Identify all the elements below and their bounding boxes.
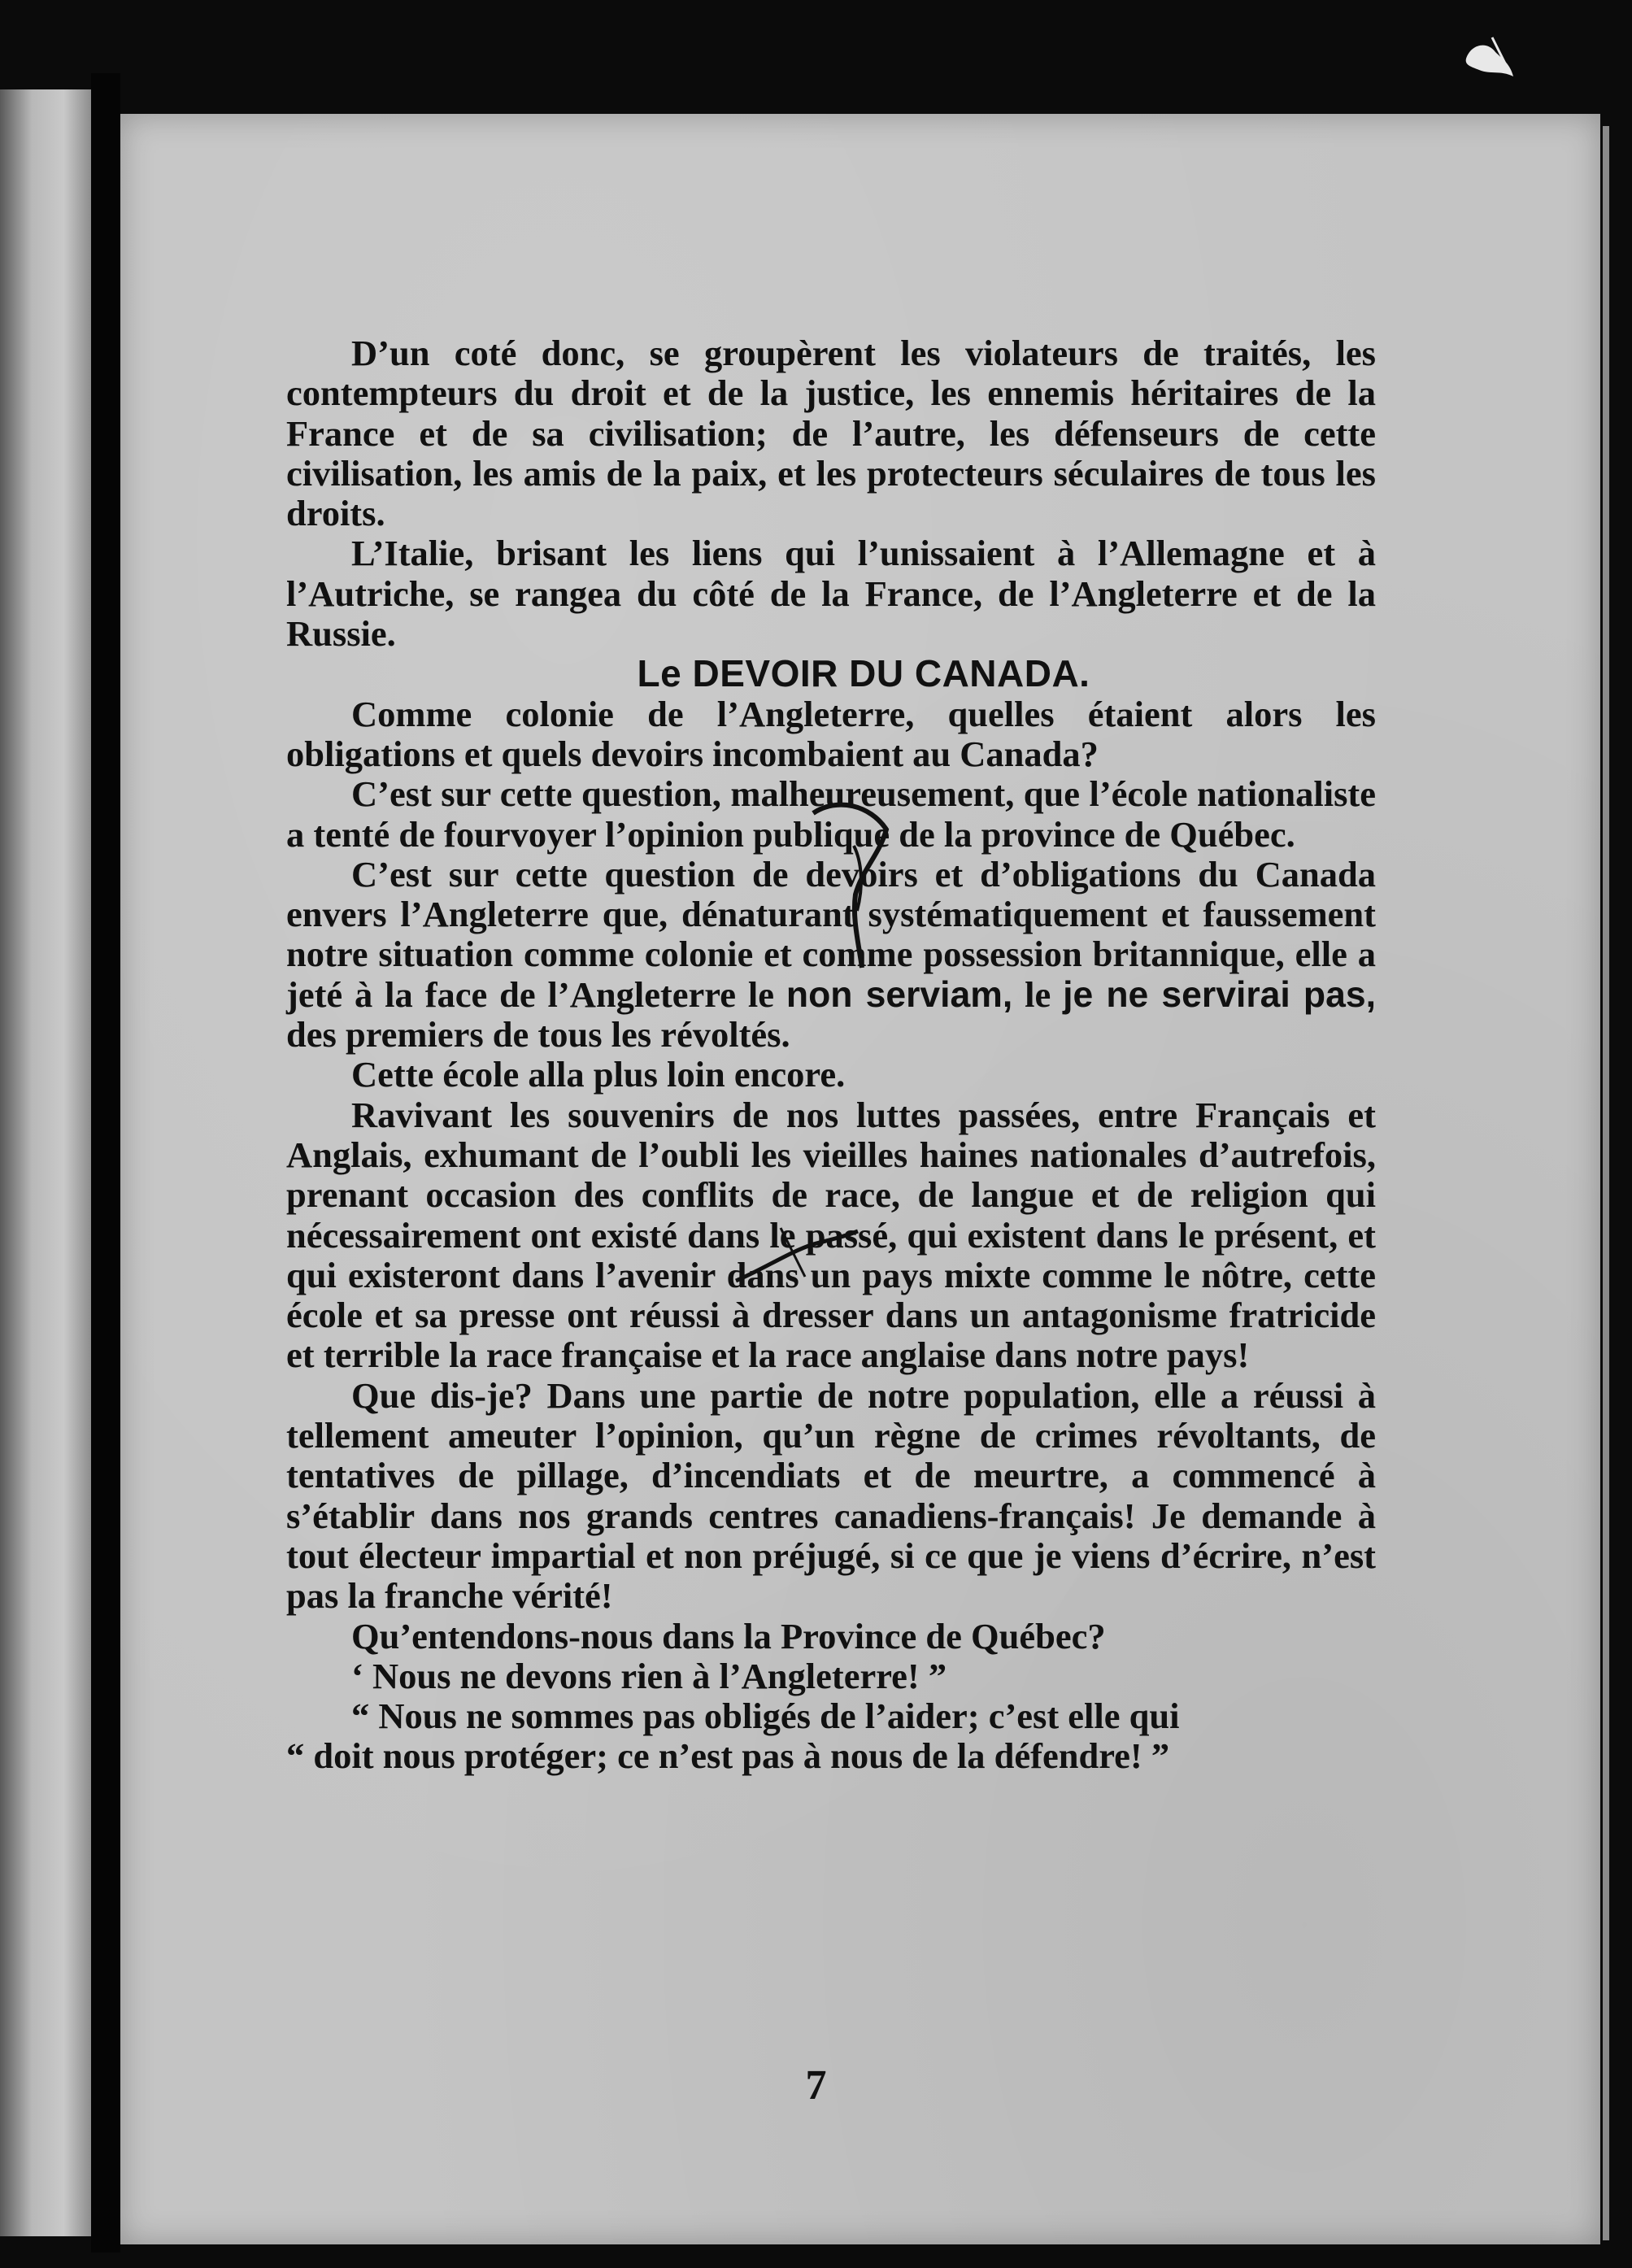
paragraph: Que dis-je? Dans une partie de notre population, elle a réussi à tellement ameuter l’opinion, qu’un règne de crimes révoltants, de tentatives de pillage, d’incendiats et de meurtre, a commencé à s’établir dans nos grands centres canadiens-français! Je demande à tout électeur impartial et non préjugé, si ce que je viens d’écrire, n’est pas la franche vérité!: [286, 1374, 1376, 1617]
je-ne-servirai-pas-emphasis: je ne servirai pas,: [1063, 974, 1376, 1015]
revolt-text-after: des premiers de tous les révoltés.: [286, 1014, 790, 1056]
quote-line: ‘ Nous ne devons rien à l’Angleterre! ”: [351, 1655, 947, 1696]
section-heading: Le DEVOIR DU CANADA.: [637, 652, 1090, 695]
paragraph: Cette école alla plus loin encore.: [351, 1054, 846, 1095]
paragraph: C’est sur cette question, malheureusement, que l’école nationaliste a tenté de fourvoyer l’opinion publique de la province de Québec.: [286, 773, 1376, 855]
paragraph: Comme colonie de l’Angleterre, quelles étaient alors les obligations et quels devoirs incombaient au Canada?: [286, 693, 1376, 774]
page-number: 7: [805, 2062, 827, 2109]
book-gutter: [91, 73, 120, 2253]
revolt-text-middle: le: [1012, 973, 1064, 1015]
paragraph-revolt: [286, 855, 1376, 1055]
paragraph: Qu’entendons-nous dans la Province de Québec?: [351, 1615, 1106, 1656]
non-serviam-emphasis: non serviam,: [786, 974, 1013, 1015]
body-text: [286, 333, 1376, 1777]
revolt-text-before: C’est sur cette question de devoirs et d’obligations du Canada envers l’Angleterre que, dénaturant systématiquement et faussement notre situation comme colonie et comme possession britannique, elle a jeté à la face de l’Angleterre le: [286, 853, 1376, 1015]
paragraph: Ravivant les souvenirs de nos luttes passées, entre Français et Anglais, exhumant de l’oubli les vieilles haines nationales d’autrefois, prenant occasion des conflits de race, de langue et de religion qui nécessairement ont existé dans le passé, qui existent dans le présent, et qui existeront dans l’avenir dans un pays mixte comme le nôtre, cette école et sa presse ont réussi à dresser dans un antagonisme fratricide et terrible la race française et la race anglaise dans notre pays!: [286, 1094, 1376, 1376]
facing-page-edge: [0, 89, 91, 2236]
quote-line-continuation: “ doit nous protéger; ce n’est pas à nous de la défendre! ”: [286, 1735, 1170, 1777]
paragraph: D’un coté donc, se groupèrent les violateurs de traités, les contempteurs du droit et de la justice, les ennemis héritaires de la France et de sa civilisation; de l’autre, les défenseurs de cette civilisation, les amis de la paix, et les protecteurs séculaires de tous les droits.: [286, 333, 1376, 534]
quote-line: “ Nous ne sommes pas obligés de l’aider; c’est elle qui: [351, 1696, 1180, 1737]
scan-smudge-mark: [1460, 34, 1517, 83]
page-edge-shadow: [1603, 126, 1609, 2240]
paragraph: L’Italie, brisant les liens qui l’unissaient à l’Allemagne et à l’Autriche, se rangea du côté de la France, de l’Angleterre et de la Russie.: [286, 533, 1376, 655]
